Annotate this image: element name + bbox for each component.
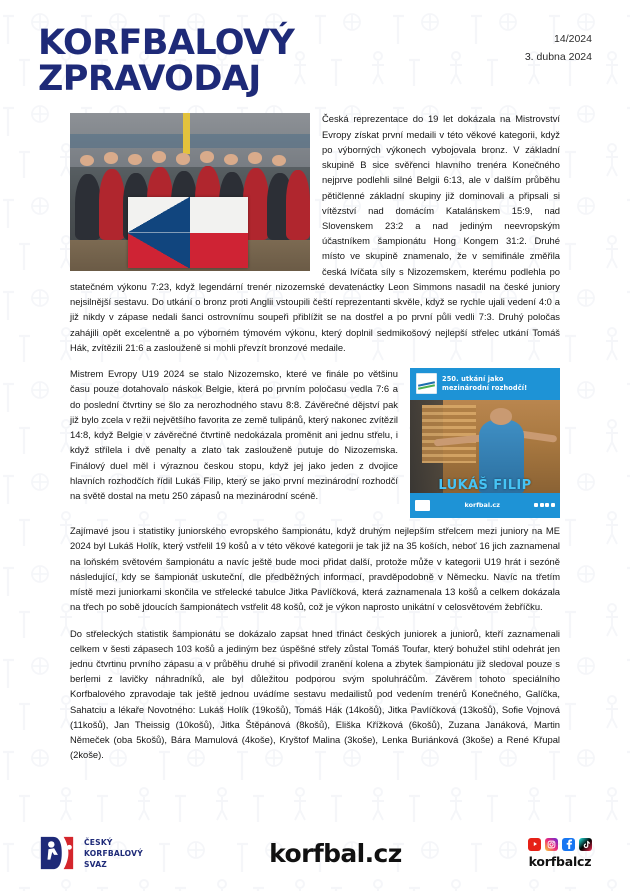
issue-number: 14/2024 [554,33,592,45]
promo-social-icons [534,503,555,507]
article-paragraph-3: Zajímavé jsou i statistiky juniorského evropského šampionátu, když druhým nejlepším střelcem mezi juniory na ME 2024 byl Lukáš Holík, který vstřelil 19 košů a v této věkové kategorii je tak již na 35 koších, neboť 16 jich zaznamenal na loňském světovém šampionátu a navíc ještě bude moci přidat další, protože může v kategorii U19 hrát i sezóně následující, kdy se šampionát uskuteční, dle předběžných informací, pravděpodobně v Německu. Navíc na třetím místě mezi juniorkami skončila ve střelecké tabulce Jitka Pavlíčková, která zaznamenala 13 košů a celkem dokázala na třech po sobě jdoucích šampionátech vstřelit 48 košů, což je výkon naprosto unikátní v celosvětovém žebříčku. [70,525,560,613]
masthead-title [38,23,295,99]
promo-headline-line-2: mezinárodní rozhodčí! [442,383,528,392]
instagram-icon[interactable] [545,838,558,851]
federation-name-line-3: SVAZ [84,859,108,869]
article-paragraph-2: Mistrem Evropy U19 2024 se stalo Nizozemsko, které ve finále po většinu času pouze dotahovalo náskok Belgie, která po prvním poločasu vedla 7:6 a do poslední čtvrtiny se šlo za nerozhodného stavu 8:8. Závěrečné dějství pak již bylo zcela v režii největšího favorita ze země tulipánů, který nakonec zvítězil 14:8, když Belgie v závěrečné čtvrtině nedokázala proměnit ani jednu střelu, i když střílela i dvě penalty a zlato tak zaslouženě putuje do Nizozemska. Finálový duel měl i výraznou českou stopu, když jej jako jeden z dvojice hlavních rozhodčích řídil Lukáš Filip, který se jako první mezinárodní rozhodčí na světě dostal na metu 250 zápasů na mezinárodní scéně. [70,368,398,501]
youtube-icon[interactable] [528,838,541,851]
tiktok-icon[interactable] [579,838,592,851]
federation-name-line-2: KORFBALOVÝ [84,848,143,858]
issue-info [525,26,592,67]
social-handle: korfbalcz [528,853,592,869]
article-paragraph-1: Česká reprezentace do 19 let dokázala na Mistrovství Evropy získat první medaili v této věkové kategorii, když po výborných výkonech vybojovala bronz. V základní skupině B sice svěřenci hlavního trenéra Konečného nejprve podlehli silné Belgii 6:13, ale v dalším průběhu pětičlenné základní skupiny již dominovali a připsali si vítězství nad domácím Katalánskem 15:9, nad Slovenskem 23:2 a nad jediným neevropským účastníkem šampionátu Hong Kongem 31:2. Druhé místo ve skupině znamenalo, že v semifinále změřila česká lvíčata síly s Nizozemskem, kterému podlehla po statečném výkonu 7:23, když legendární trenér nizozemské devatenáctky Leon Simmons nasadil na české juniory nejsilnější sestavu. Do utkání o bronz proti Anglii vstoupili čeští reprezentanti skvěle, když se rychle ujali vedení 4:0 a již nikdy v zápase nedali šanci ostrovnímu soupeři přiblížit se na dostřel a po první půli vedli 7:3. Druhý poločas zahájili opět excelentně a po výborném týmovém výkonu, který doplnil sedmikošový nejlepší střelec utkání Tomáš Hák, zvítězili 21:6 a zaslouženě si mohli převzít bronzové medaile. [70,113,560,353]
footer-website[interactable]: korfbal.cz [269,838,402,868]
article-paragraph-4: Do střeleckých statistik šampionátu se dokázalo zapsat hned třináct českých juniorek a juniorů, kteří zaznamenali celkem v šesti zápasech 103 košů a jediným bez úspěšné střely zůstal Tomáš Toufar, který bohužel stihl odehrát jen jednu čtvrtinu prvního zápasu a v průběhu druhé si přivodil zranění kolena a zbytek šampionátu již sledoval pouze s berlemi z lavičky náhradníků, ale byl důležitou podporou svým spoluhráčům. Závěrem tohoto speciálního Korfbalového zpravodaje tak ještě jednou uvádíme sestavu medailistů pod vedením trenérů Konečného, Galíčka, Sahatciu a lékaře Novotného: Lukáš Holík (19košů), Tomáš Hák (14košů), Jitka Pavlíčková (13košů), Sofie Vojnová (11košů), Jan Theissig (10košů), Jitka Štěpánová (8košů), Eliška Křížková (6košů), Zuzana Janáková, Martin Němeček (oba 5košů), Bára Mamulová (4koše), Kryštof Malina (3koše), Lenka Buriánková (3koše) a René Křupal (2koše). [70,627,560,761]
social-media-block [528,838,592,869]
lukas-filip-promo-card [410,368,560,518]
promo-website: korfbal.cz [464,501,500,510]
social-icons-row [528,838,592,851]
masthead-line-2: ZPRAVODAJ [38,58,261,99]
promo-headline-line-1: 250. utkání jako [442,375,504,384]
federation-name [84,837,143,870]
federation-name-line-1: ČESKÝ [84,837,113,847]
promo-person-name: LUKÁŠ FILIP [438,477,532,493]
issue-date: 3. dubna 2024 [524,51,592,64]
team-celebration-photo [70,113,310,271]
page-header [0,0,630,97]
article-body [0,97,630,762]
federation-branding [38,834,143,872]
ekc-logo-icon [416,373,437,394]
federation-logo-icon [415,500,430,511]
facebook-icon[interactable] [562,838,575,851]
page-footer [0,815,630,891]
czech-korfball-federation-logo-icon [38,834,76,872]
masthead-line-1: KORFBALOVÝ [38,23,295,63]
